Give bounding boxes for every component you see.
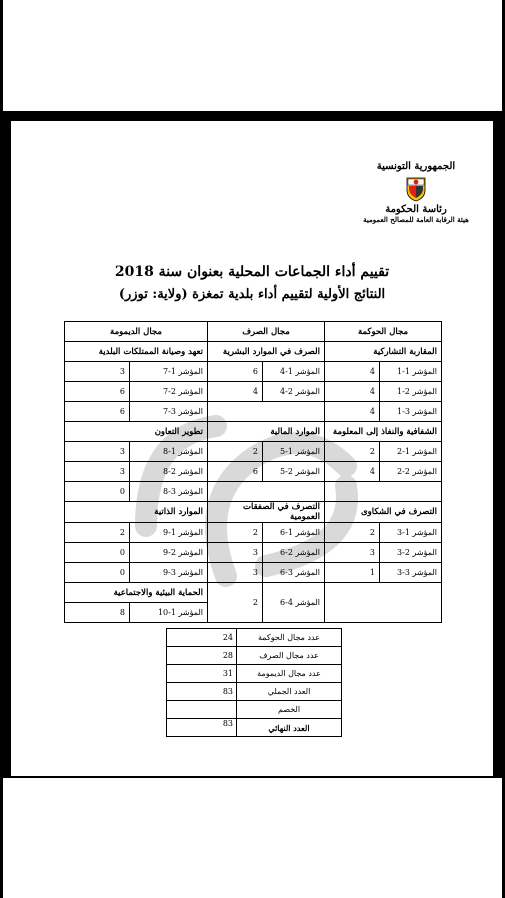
section-header: تطوير التعاون xyxy=(65,422,208,442)
indicator-value: 3 xyxy=(208,563,263,583)
indicator-label: المؤشر 1-3 xyxy=(380,523,442,543)
tunisia-emblem-icon xyxy=(405,176,427,202)
indicator-value: 2 xyxy=(208,523,263,543)
empty-cell xyxy=(208,402,325,422)
indicator-value: 2 xyxy=(325,523,380,543)
summary-value xyxy=(167,701,237,719)
indicator-value: 3 xyxy=(65,362,130,382)
summary-row xyxy=(167,701,342,719)
top-blank-panel xyxy=(3,0,502,111)
indicator-value: 2 xyxy=(65,523,130,543)
authority-name: هيئة الرقابة العامة للمصالح العمومية xyxy=(363,215,469,224)
empty-cell xyxy=(325,482,442,502)
summary-label: عدد مجال الصرف xyxy=(237,647,342,665)
summary-value: 28 xyxy=(167,647,237,665)
summary-table xyxy=(166,628,342,737)
bottom-blank-panel xyxy=(3,778,502,898)
indicator-value: 1 xyxy=(325,563,380,583)
indicator-value: 0 xyxy=(65,563,130,583)
summary-row xyxy=(167,629,342,647)
indicator-label: المؤشر 3-1 xyxy=(380,402,442,422)
section-header: الصرف في الموارد البشرية xyxy=(208,342,325,362)
empty-cell xyxy=(325,583,442,623)
indicator-label: المؤشر 2-4 xyxy=(263,382,325,402)
indicator-label: المؤشر 1-1 xyxy=(380,362,442,382)
empty-cell xyxy=(208,482,325,502)
summary-value: 24 xyxy=(167,629,237,647)
indicator-label: المؤشر 1-4 xyxy=(263,362,325,382)
indicator-label: المؤشر 1-2 xyxy=(380,442,442,462)
indicator-value: 6 xyxy=(208,462,263,482)
indicator-value: 4 xyxy=(325,362,380,382)
section-header: الموارد المالية xyxy=(208,422,325,442)
indicator-label: المؤشر 2-8 xyxy=(130,462,208,482)
indicator-label: المؤشر 1-9 xyxy=(130,523,208,543)
indicator-value: 2 xyxy=(325,442,380,462)
indicator-label: المؤشر 2-5 xyxy=(263,462,325,482)
indicator-value: 6 xyxy=(65,402,130,422)
summary-label: العدد الجملي xyxy=(237,683,342,701)
indicator-label: المؤشر 1-6 xyxy=(263,523,325,543)
page-title: تقييم أداء الجماعات المحلية بعنوان سنة 2018 xyxy=(114,264,390,280)
page-subtitle: النتائج الأولية لتقييم أداء بلدية تمغزة (ولاية: توزر) xyxy=(118,287,386,302)
summary-label: عدد مجال الحوكمة xyxy=(237,629,342,647)
indicator-label: المؤشر 1-5 xyxy=(263,442,325,462)
section-header: الموارد الذاتية xyxy=(65,502,208,523)
indicator-value: 2 xyxy=(208,583,263,623)
section-header: الحماية البيئية والاجتماعية xyxy=(65,583,208,603)
indicator-value: 4 xyxy=(325,382,380,402)
section-header: الشفافية والنفاذ إلى المعلومة xyxy=(325,422,442,442)
summary-row xyxy=(167,665,342,683)
indicator-label: المؤشر 2-1 xyxy=(380,382,442,402)
indicator-label: المؤشر 1-10 xyxy=(130,603,208,623)
section-header: التصرف في الشكاوى xyxy=(325,502,442,523)
indicator-label: المؤشر 3-9 xyxy=(130,563,208,583)
indicator-value: 3 xyxy=(65,462,130,482)
summary-label: الخصم xyxy=(237,701,342,719)
indicator-label: المؤشر 2-3 xyxy=(380,543,442,563)
indicator-label: المؤشر 1-7 xyxy=(130,362,208,382)
indicator-value: 0 xyxy=(65,482,130,502)
indicator-value: 6 xyxy=(208,362,263,382)
summary-value: 83 xyxy=(167,719,237,737)
letterhead xyxy=(361,161,471,224)
indicator-label: المؤشر 2-7 xyxy=(130,382,208,402)
section-header: المقاربة التشاركية xyxy=(325,342,442,362)
indicator-value: 6 xyxy=(65,382,130,402)
indicator-value: 4 xyxy=(325,402,380,422)
document-page xyxy=(11,121,493,776)
summary-row xyxy=(167,683,342,701)
summary-label: عدد مجال الديمومة xyxy=(237,665,342,683)
summary-row xyxy=(167,719,342,737)
section-header: التصرف في الصفقات العمومية xyxy=(208,502,325,523)
summary-value: 83 xyxy=(167,683,237,701)
indicator-label: المؤشر 4-6 xyxy=(263,583,325,623)
country-name: الجمهورية التونسية xyxy=(376,161,456,172)
section-header: تعهد وصيانة الممتلكات البلدية xyxy=(65,342,208,362)
domain-sustainability-header: مجال الديمومة xyxy=(65,322,208,342)
domain-governance-header: مجال الحوكمة xyxy=(325,322,442,342)
indicator-value: 4 xyxy=(208,382,263,402)
indicator-value: 4 xyxy=(325,462,380,482)
results-table xyxy=(64,321,442,623)
indicator-label: المؤشر 3-7 xyxy=(130,402,208,422)
indicator-value: 8 xyxy=(65,603,130,623)
indicator-value: 0 xyxy=(65,543,130,563)
indicator-value: 2 xyxy=(208,442,263,462)
domain-spending-header: مجال الصرف xyxy=(208,322,325,342)
indicator-label: المؤشر 1-8 xyxy=(130,442,208,462)
summary-label: العدد النهائي xyxy=(237,719,342,737)
indicator-label: المؤشر 3-8 xyxy=(130,482,208,502)
indicator-label: المؤشر 3-3 xyxy=(380,563,442,583)
indicator-label: المؤشر 2-9 xyxy=(130,543,208,563)
summary-row xyxy=(167,647,342,665)
indicator-value: 3 xyxy=(325,543,380,563)
indicator-label: المؤشر 2-2 xyxy=(380,462,442,482)
indicator-value: 3 xyxy=(65,442,130,462)
government-name: رئاسة الحكومة xyxy=(385,204,447,215)
summary-value: 31 xyxy=(167,665,237,683)
indicator-label: المؤشر 2-6 xyxy=(263,543,325,563)
indicator-value: 3 xyxy=(208,543,263,563)
indicator-label: المؤشر 3-6 xyxy=(263,563,325,583)
